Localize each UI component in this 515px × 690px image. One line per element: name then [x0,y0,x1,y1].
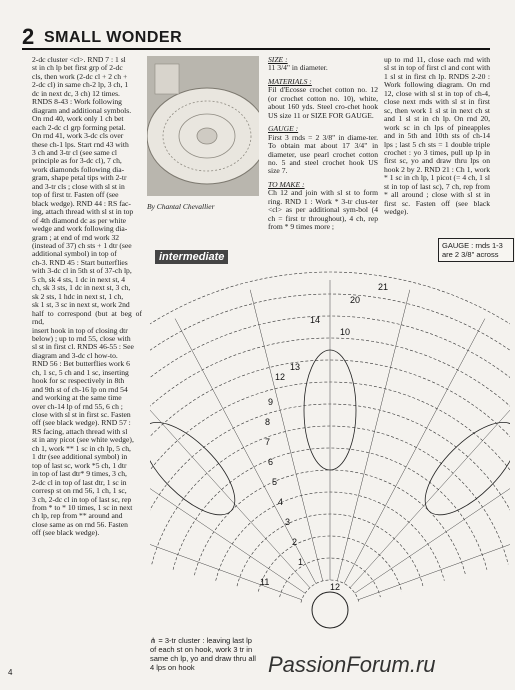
materials-heading: MATERIALS : [268,76,312,86]
designer-credit: By Chantal Chevallier [147,202,215,211]
instruction-line: diagram and 3-dc cl how-to. [32,350,118,360]
pattern-title: SMALL WONDER [44,29,183,46]
instruction-line: off (see black wedge). RND 57 : [32,418,131,428]
round-number-label: 7 [265,437,271,447]
instruction-line: insert hook in top of closing dtr [32,325,128,335]
instruction-line: additional symbol) in top of [32,249,117,259]
crochet-chart-diagram [150,265,510,637]
instruction-line: wedge and work following dia- [32,224,128,234]
instruction-line: st in any picot (see white wedge), [32,435,134,445]
round-number-label: 20 [350,295,361,305]
instruction-line: over ch-14 lp of rnd 55, 6 ch ; [32,401,123,411]
instruction-line: dc in next dc, 3 ch) 12 times. [32,88,120,98]
legend-symbol-icon: ⋔ [150,636,157,645]
instruction-line: from * to * 10 times, 1 sc in next [32,503,133,513]
instruction-line: sk 1 st, 3 sc in next st, work 2nd [32,300,130,310]
materials-text: Fil d'Ecosse crochet cotton no. 12 (or crochet cotton no. 10), white, about 160 yds. Steel cro-chet hook US size 11 or SIZE FOR GAUGE. [268,85,378,120]
radial-spoke [358,497,510,600]
pineapple-motif [411,408,510,530]
instructions-column-2 [268,56,378,256]
pineapple-motif [150,408,249,530]
round-number-label: 12 [275,372,286,382]
to-make-text: Ch 12 and join with sl st to form ring. RND 1 : Work * 3-tr clus-ter <cl> as per additional sym-bol (4 ch = first tr throughout), 4 ch, rep from * 9 times more ; [268,188,378,232]
skill-level-badge: intermediate [155,250,228,264]
stitch-legend [150,636,260,672]
round-number-label: 4 [278,497,284,507]
doily-photo-art [147,56,259,196]
round-number-label: 14 [310,315,321,325]
gauge-heading: GAUGE : [268,124,299,134]
instruction-line: gram ; at end of rnd work 32 [32,232,120,242]
instruction-line: hook for sc respectively in 8th [32,376,125,386]
center-ring [312,592,348,628]
instruction-line: 2-dc cluster <cl>. RND 7 : 1 sl [32,56,126,64]
round-number-label: 2 [292,537,298,547]
instruction-line: ch, 1 sc, 5 ch and 1 sc, inserting [32,367,129,377]
instruction-line: and working at the same time [32,393,122,403]
instruction-line: below) ; up to rnd 55, close with [32,333,131,343]
instructions-column-3 [384,56,490,226]
radial-spoke [344,319,485,584]
instruction-line: work diamonds following dia- [32,164,125,174]
pattern-number: 2 [22,24,35,49]
gauge-box: GAUGE : rnds 1-3 are 2 3/8" across [438,238,514,262]
instruction-line: off (see black wedge). [32,528,100,538]
instruction-line: black wedge). RND 44 : RS fac- [32,198,131,208]
instruction-line: diagram and additional symbols. [32,105,132,115]
instruction-line: ch, sk 3 sts, 1 dc in next st, 3 ch, [32,283,131,293]
round-number-label: 10 [340,327,351,337]
instruction-line: top of first tr. Fasten off (see [32,190,119,200]
instruction-line: top of last sc, work *5 ch, 1 dtr [32,460,127,470]
instruction-line: 5 ch, sk 4 sts, 1 dc in next st, 4 [32,274,126,284]
radial-spoke [150,497,302,600]
instruction-line: gram, shape petal tips with 2-tr [32,173,127,183]
round-number-label: 13 [290,362,301,372]
size-text: 11 3/4" in diameter. [268,63,328,73]
instruction-line: close with sl st in first sc. Fasten [32,410,131,420]
page-number: 4 [8,668,13,677]
to-make-heading: TO MAKE : [268,179,305,189]
radial-spoke [150,365,310,588]
round-number-label: 11 [260,577,270,587]
watermark: PassionForum.ru [268,652,436,677]
gauge-text: First 3 rnds = 2 3/8" in diame-ter. To obtain mat about 17 3/4" in diameter, use pearl crochet cotton no. 5 and steel crochet hook US size 7. [268,132,378,176]
round-number-label: 8 [265,417,271,427]
instruction-line: (instead of 37) ch sts + 1 dtr (see [32,240,132,250]
round-number-label: 1 [298,557,304,567]
instruction-line: close same as on rnd 56. Fasten [32,519,128,529]
instruction-line: and 9th st of ch-16 lp on rnd 54 [32,384,128,394]
doily-photo [147,56,259,196]
instruction-line: On rnd 41, work 3-dc cls over [32,131,124,141]
instruction-line: and 3-tr cls ; close with sl st in [32,181,125,191]
instruction-line: 2-dc cl) in same ch-2 lp, 3 ch, 1 [32,80,129,90]
radial-spoke [350,365,510,588]
instruction-line: with 3-dc cl in 5th st of 37-ch lp, [32,266,132,276]
instruction-line: st in ch lp bet first grp of 2-dc [32,63,123,73]
instruction-line: 1 dtr (see additional symbol) in [32,452,128,462]
instruction-line: On rnd 40, work only 1 ch bet [32,114,124,124]
round-number-label: 5 [272,477,278,487]
round-number-label: 3 [285,517,291,527]
instruction-line: corresp st on rnd 56, 1 ch, 1 sc, [32,486,127,496]
radial-spoke [250,290,323,581]
instruction-line: sl st in first cl. RNDS 46-55 : See [32,342,134,352]
instruction-line: of 4th diamond dc as per white [32,215,127,225]
instruction-line: ch lp, rep from ** around and [32,511,123,521]
round-number-label: 6 [268,457,274,467]
instruction-line: these ch-1 lps. Start rnd 43 with [32,139,129,149]
instruction-line: ch 1, work ** 1 sc in ch lp, 5 ch, [32,443,131,453]
size-heading: SIZE : [268,56,288,64]
round-number-label: 21 [378,282,389,292]
instruction-line: 3 ch, 2-dc cl in top of last sc, rep [32,494,132,504]
round-number-label: 12 [330,582,341,592]
pattern-header [22,24,490,50]
continued-instructions: up to rnd 11, close each rnd with sl st in top of first cl and cont with 1 sl st in first ch lp. RNDS 2-20 : Work following diagram. On rnd 12, close with sl st in top of ch-4, close next rnds with sl st in first sc, then work 1 sl st in next ch st and 1 sl st in ch lp. On rnd 20, work sc in ch lps of pineapples and in 5th and 10th sts of ch-14 lps ; last 5 ch sts = 1 double triple crochet : yo 3 times, pull up lp in first sc, yo and draw thru lps on hook 2 by 2. RND 21 : Ch 1, work * 1 sc in ch lp, 1 picot (= 4 ch, 1 sl st in top of last sc), 7 ch, rep from * all around ; close with sl st in first sc. Fasten off (see black wedge). [384,56,490,217]
round-number-label: 9 [268,397,274,407]
instruction-line: sk 2 sts, 1 hdc in next st, 1 ch, [32,291,124,301]
instruction-line: each 2-dc cl grp forming petal. [32,122,126,132]
instruction-line: cls, then work (2-dc cl + 2 ch + [32,71,128,81]
instructions-column-1 [32,56,142,646]
instruction-line: ing, attach thread with sl st in top [32,207,134,217]
instruction-line: RS facing, attach thread with sl [32,426,128,436]
instruction-line: RND 56 : Bet butterflies work 6 [32,359,130,369]
instruction-line: 2-dc cl in top of last dtr, 1 sc in [32,477,127,487]
instruction-line: RNDS 8-43 : Work following [32,97,122,107]
instruction-line: principle as for 3-dc cl), 7 ch, [32,156,122,166]
instruction-line: ch-3. RND 45 : Start butterflies [32,257,128,267]
instruction-line: 3 ch and 3-tr cl (see same cl [32,147,117,157]
instruction-line: half to correspond (but at beg of rnd, [32,308,142,327]
instruction-line: in top of last dtr* 9 times, 3 ch, [32,469,127,479]
legend-text: = 3-tr cluster : leaving last lp of each st on hook, work 3 tr in same ch lp, yo and draw thru all 4 lps on hook [150,636,256,672]
